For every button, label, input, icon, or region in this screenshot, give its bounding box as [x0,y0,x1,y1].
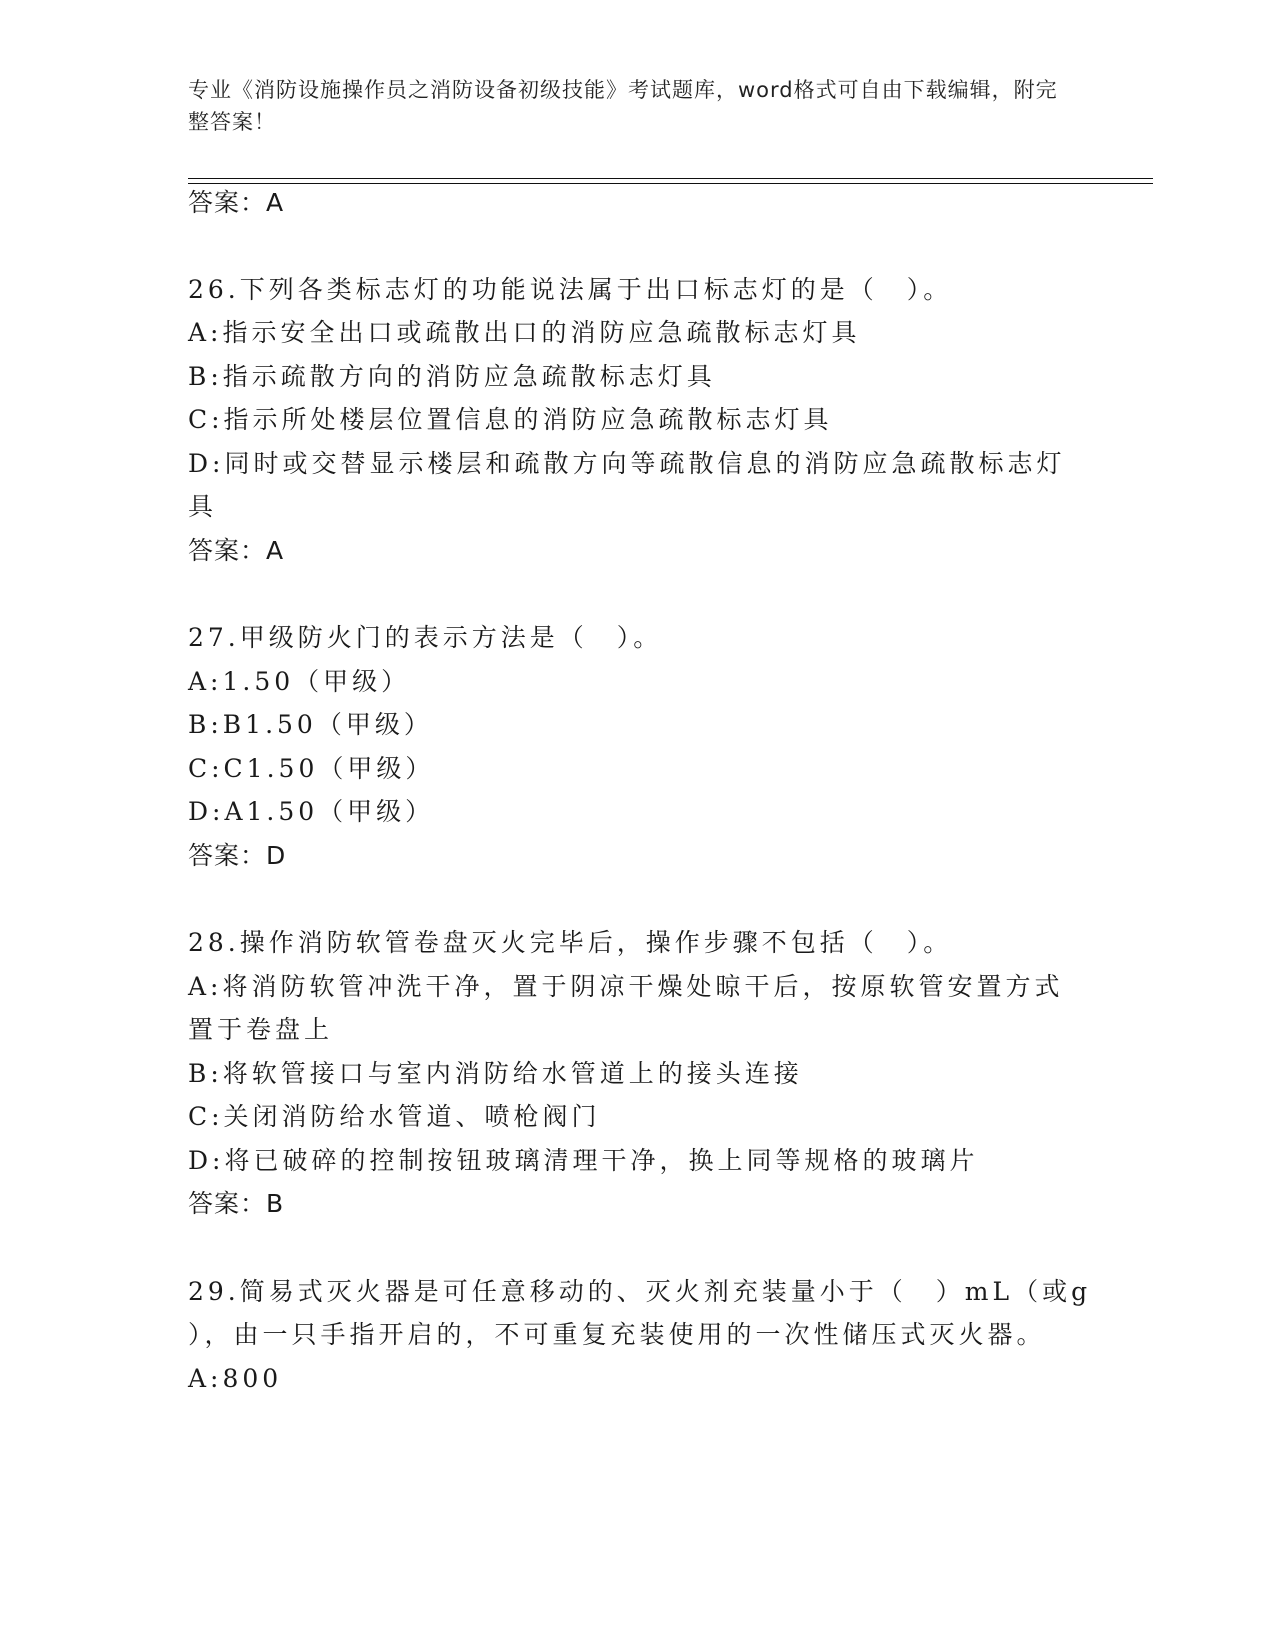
q28-option-c: C:关闭消防给水管道、喷枪阀门 [188,1102,601,1131]
q26-option-c: C:指示所处楼层位置信息的消防应急疏散标志灯具 [188,405,833,434]
q28-answer: 答案：B [188,1189,285,1218]
question-27: 27.甲级防火门的表示方法是（ ）。 [188,623,663,652]
question-28: 28.操作消防软管卷盘灭火完毕后，操作步骤不包括（ ）。 [188,928,953,957]
q26-option-b: B:指示疏散方向的消防应急疏散标志灯具 [188,362,716,391]
q26-option-d-line2: 具 [188,492,218,521]
q27-answer: 答案：D [188,841,287,870]
q28-option-d: D:将已破碎的控制按钮玻璃清理干净，换上同等规格的玻璃片 [188,1146,979,1175]
q26-option-d-line1: D:同时或交替显示楼层和疏散方向等疏散信息的消防应急疏散标志灯 [188,449,1066,478]
q27-option-b: B:B1.50（甲级） [188,710,433,739]
question-29-line2: ），由一只手指开启的，不可重复充装使用的一次性储压式灭火器。 [188,1320,1046,1349]
q26-option-a: A:指示安全出口或疏散出口的消防应急疏散标志灯具 [188,318,861,347]
q27-option-c: C:C1.50（甲级） [188,754,435,783]
header-divider-bottom [188,183,1153,184]
document-header: 专业《消防设施操作员之消防设备初级技能》考试题库，word格式可自由下载编辑，附完整答案！ [188,78,1058,134]
q27-option-a: A:1.50（甲级） [188,667,411,696]
previous-answer: 答案：A [188,188,285,217]
q29-option-a: A:800 [188,1364,283,1393]
q28-option-a-line2: 置于卷盘上 [188,1015,334,1044]
question-26: 26.下列各类标志灯的功能说法属于出口标志灯的是（ ）。 [188,275,953,304]
header-divider-top [188,178,1153,179]
q28-option-b: B:将软管接口与室内消防给水管道上的接头连接 [188,1059,803,1088]
q27-option-d: D:A1.50（甲级） [188,797,435,826]
q28-option-a-line1: A:将消防软管冲洗干净，置于阴凉干燥处晾干后，按原软管安置方式 [188,972,1064,1001]
q26-answer: 答案：A [188,536,285,565]
question-29-line1: 29.简易式灭火器是可任意移动的、灭火剂充装量小于（ ）mL（或g [188,1277,1092,1306]
